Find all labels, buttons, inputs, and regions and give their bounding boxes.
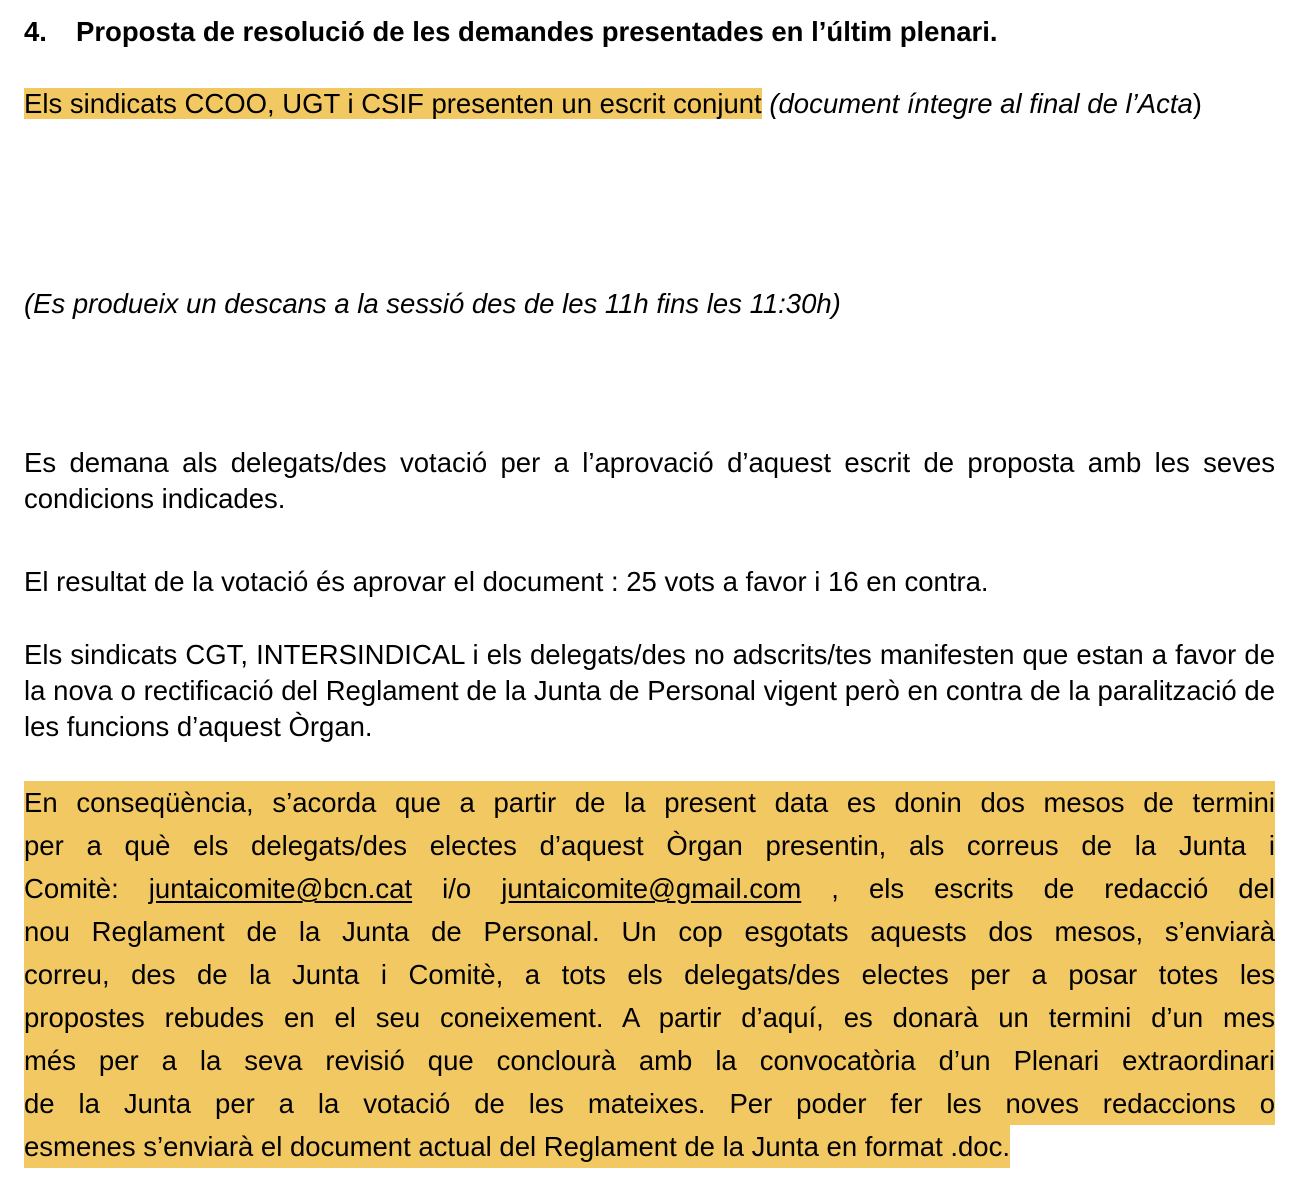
section-heading [24,14,998,50]
highlighted-text: Els sindicats CCOO, UGT i CSIF presenten un escrit conjunt [24,88,762,119]
paragraph-agreement [24,781,1275,1168]
agreement-line: més per a la seva revisió que conclourà amb la convocatòria d’un Plenari extraordinari [24,1039,1275,1082]
agreement-line: per a què els delegats/des electes d’aquest Òrgan presentin, als correus de la Junta i [24,824,1275,867]
section-number: 4. [24,16,47,47]
paragraph-statement: Els sindicats CGT, INTERSINDICAL i els delegats/des no adscrits/tes manifesten que estan a favor de la nova o rectificació del Reglament de la Junta de Personal vigent però en contra de la paralització de les funcions d’aquest Òrgan. [24,639,1275,742]
email-link-bcn[interactable]: juntaicomite@bcn.cat [148,873,413,904]
email-link-gmail[interactable]: juntaicomite@gmail.com [501,873,802,904]
agreement-line: esmenes s’enviarà el document actual del Reglament de la Junta en format .doc. [24,1125,1010,1168]
section-title: Proposta de resolució de les demandes presentades en l’últim plenari. [76,16,998,47]
break-note: (Es produeix un descans a la sessió des de les 11h fins les 11:30h) [24,288,841,319]
paragraph-vote-request: Es demana als delegats/des votació per a l’aprovació d’aquest escrit de proposta amb les seves condicions indicades. [24,447,1275,514]
paragraph-vote-result: El resultat de la votació és aprovar el document : 25 vots a favor i 16 en contra. [24,566,989,597]
agreement-line: propostes rebudes en el seu coneixement. A partir d’aquí, es donarà un termini d’un mes [24,996,1275,1039]
agreement-line: correu, des de la Junta i Comitè, a tots els delegats/des electes per a posar totes les [24,953,1275,996]
agreement-line: nou Reglament de la Junta de Personal. Un cop esgotats aquests dos mesos, s’enviarà [24,910,1275,953]
paragraph-joint-document: Els sindicats CCOO, UGT i CSIF presenten un escrit conjunt (document íntegre al final de l’Acta) [24,88,1202,119]
italic-note: (document íntegre al final de l’Acta [769,88,1193,119]
agreement-line: En conseqüència, s’acorda que a partir de la present data es donin dos mesos de termini [24,781,1275,824]
agreement-line: Comitè: juntaicomite@bcn.cat i/o juntaicomite@gmail.com , els escrits de redacció del [24,867,1275,910]
agreement-line: de la Junta per a la votació de les mateixes. Per poder fer les noves redaccions o [24,1082,1275,1125]
